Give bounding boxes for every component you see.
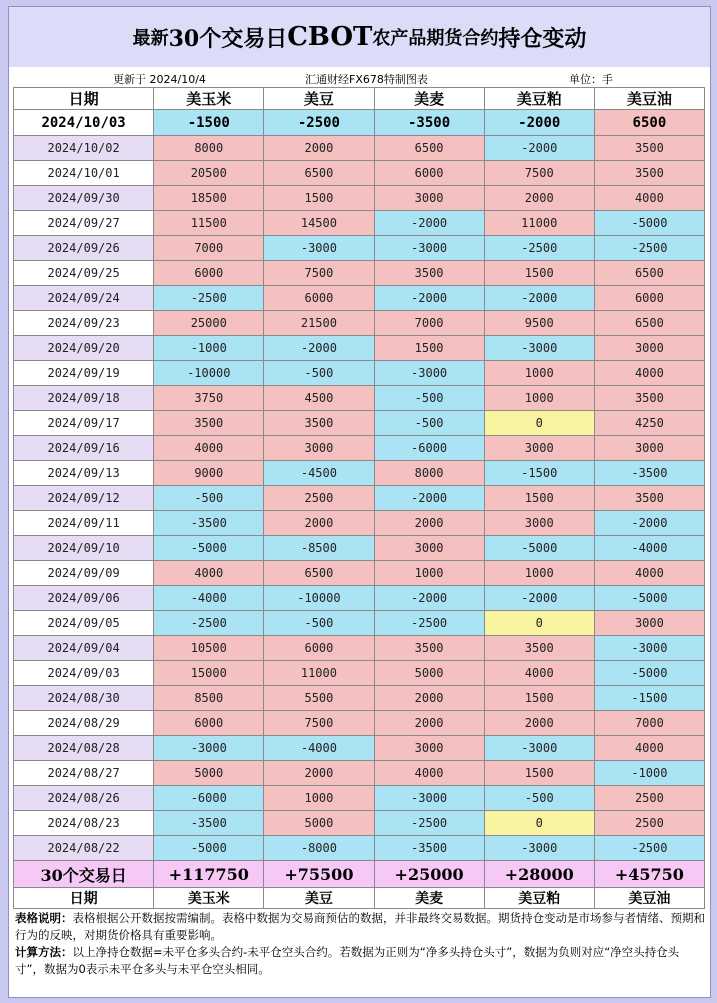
value-cell: -3000 xyxy=(484,336,594,361)
value-cell: 5000 xyxy=(154,761,264,786)
summary-row xyxy=(14,861,705,888)
table-row xyxy=(14,261,705,286)
date-cell: 2024/08/28 xyxy=(14,736,154,761)
value-cell: 2000 xyxy=(484,186,594,211)
summary-value: +25000 xyxy=(374,861,484,888)
value-cell: 2000 xyxy=(264,511,374,536)
value-cell: 6000 xyxy=(264,636,374,661)
value-cell: 4500 xyxy=(264,386,374,411)
value-cell: 6500 xyxy=(594,261,704,286)
value-cell: 1500 xyxy=(484,261,594,286)
value-cell: 2500 xyxy=(594,786,704,811)
value-cell: -3000 xyxy=(374,361,484,386)
summary-label: 30个交易日 xyxy=(14,861,154,888)
value-cell: -2000 xyxy=(484,136,594,161)
date-cell: 2024/09/30 xyxy=(14,186,154,211)
notes-description xyxy=(15,910,705,944)
table-row xyxy=(14,636,705,661)
column-header: 美豆油 xyxy=(594,88,704,110)
report-frame xyxy=(8,6,711,998)
value-cell: -5000 xyxy=(154,836,264,861)
date-cell: 2024/09/18 xyxy=(14,386,154,411)
table-row xyxy=(14,186,705,211)
date-cell: 2024/10/01 xyxy=(14,161,154,186)
value-cell: 4000 xyxy=(154,561,264,586)
notes-label-1: 表格说明： xyxy=(15,911,73,925)
date-cell: 2024/09/16 xyxy=(14,436,154,461)
table-row xyxy=(14,711,705,736)
date-cell: 2024/09/10 xyxy=(14,536,154,561)
value-cell: 3500 xyxy=(484,636,594,661)
column-header: 美玉米 xyxy=(154,88,264,110)
value-cell: -5000 xyxy=(154,536,264,561)
value-cell: -4500 xyxy=(264,461,374,486)
value-cell: 9500 xyxy=(484,311,594,336)
value-cell: -5000 xyxy=(484,536,594,561)
value-cell: -5000 xyxy=(594,586,704,611)
column-header: 美豆粕 xyxy=(484,88,594,110)
column-footer: 美玉米 xyxy=(154,888,264,909)
date-cell: 2024/09/27 xyxy=(14,211,154,236)
value-cell: 14500 xyxy=(264,211,374,236)
value-cell: 20500 xyxy=(154,161,264,186)
value-cell: -2500 xyxy=(154,611,264,636)
value-cell: -500 xyxy=(484,786,594,811)
value-cell: -10000 xyxy=(154,361,264,386)
value-cell: 21500 xyxy=(264,311,374,336)
value-cell: 4000 xyxy=(154,436,264,461)
value-cell: 3500 xyxy=(594,386,704,411)
date-cell: 2024/08/29 xyxy=(14,711,154,736)
value-cell: 3500 xyxy=(374,261,484,286)
summary-value: +45750 xyxy=(594,861,704,888)
table-header-row xyxy=(14,88,705,110)
value-cell: 3500 xyxy=(594,136,704,161)
value-cell: 10500 xyxy=(154,636,264,661)
date-cell: 2024/08/26 xyxy=(14,786,154,811)
table-row xyxy=(14,161,705,186)
table-row xyxy=(14,686,705,711)
summary-value: +117750 xyxy=(154,861,264,888)
unit-label: 单位：手 xyxy=(569,73,613,86)
date-cell: 2024/09/09 xyxy=(14,561,154,586)
value-cell: 6500 xyxy=(374,136,484,161)
value-cell: -3000 xyxy=(484,836,594,861)
value-cell: -3500 xyxy=(154,811,264,836)
value-cell: -3000 xyxy=(154,736,264,761)
title-part-5: 持仓变动 xyxy=(498,25,587,52)
value-cell: 3750 xyxy=(154,386,264,411)
column-header: 美麦 xyxy=(374,88,484,110)
value-cell: 11000 xyxy=(484,211,594,236)
value-cell: -2000 xyxy=(374,586,484,611)
value-cell: 1000 xyxy=(484,561,594,586)
value-cell: -500 xyxy=(374,411,484,436)
table-row xyxy=(14,761,705,786)
date-cell: 2024/09/12 xyxy=(14,486,154,511)
value-cell: -2000 xyxy=(374,486,484,511)
value-cell: 6500 xyxy=(264,561,374,586)
value-cell: 0 xyxy=(484,811,594,836)
column-footer: 美麦 xyxy=(374,888,484,909)
notes-text-2: 以上净持仓数据=未平仓多头合约-未平仓空头合约。若数据为正则为“净多头持仓头寸”，数据为负则对应“净空头持仓头寸”，数据为0表示未平仓多头与未平仓空头相同。 xyxy=(15,945,680,976)
value-cell: -4000 xyxy=(154,586,264,611)
notes-method xyxy=(15,944,705,978)
column-header: 日期 xyxy=(14,88,154,110)
updated-date: 更新于 2024/10/4 xyxy=(113,73,206,86)
value-cell: 3500 xyxy=(594,486,704,511)
title-part-3: CBOT xyxy=(287,22,373,52)
value-cell: 7000 xyxy=(154,236,264,261)
value-cell: 5500 xyxy=(264,686,374,711)
table-row xyxy=(14,736,705,761)
value-cell: 1500 xyxy=(374,336,484,361)
value-cell: 1000 xyxy=(264,786,374,811)
value-cell: 3000 xyxy=(264,436,374,461)
value-cell: 5000 xyxy=(264,811,374,836)
table-row xyxy=(14,436,705,461)
title-part-2: 30个交易日 xyxy=(168,25,288,52)
page-title xyxy=(9,7,710,67)
value-cell: 1000 xyxy=(484,386,594,411)
value-cell: 3000 xyxy=(594,336,704,361)
date-cell: 2024/08/30 xyxy=(14,686,154,711)
value-cell: -3500 xyxy=(154,511,264,536)
value-cell: 2000 xyxy=(484,711,594,736)
date-cell: 2024/09/04 xyxy=(14,636,154,661)
value-cell: 6000 xyxy=(154,261,264,286)
value-cell: 25000 xyxy=(154,311,264,336)
table-row xyxy=(14,336,705,361)
title-part-1: 最新 xyxy=(132,28,169,49)
value-cell: -2000 xyxy=(594,511,704,536)
summary-value: +28000 xyxy=(484,861,594,888)
value-cell: 1500 xyxy=(484,686,594,711)
column-header: 美豆 xyxy=(264,88,374,110)
date-cell: 2024/10/03 xyxy=(14,110,154,136)
table-row xyxy=(14,786,705,811)
value-cell: 4000 xyxy=(594,736,704,761)
value-cell: 1000 xyxy=(484,361,594,386)
date-cell: 2024/10/02 xyxy=(14,136,154,161)
value-cell: 7000 xyxy=(594,711,704,736)
value-cell: 6000 xyxy=(264,286,374,311)
table-row xyxy=(14,561,705,586)
source-label: 汇通财经FX678特制图表 xyxy=(305,73,428,86)
value-cell: 4000 xyxy=(374,761,484,786)
table-row xyxy=(14,511,705,536)
table-row xyxy=(14,136,705,161)
table-row xyxy=(14,236,705,261)
value-cell: 3000 xyxy=(374,536,484,561)
value-cell: 1500 xyxy=(484,761,594,786)
value-cell: 3000 xyxy=(594,436,704,461)
date-cell: 2024/09/13 xyxy=(14,461,154,486)
value-cell: 7000 xyxy=(374,311,484,336)
value-cell: 8000 xyxy=(154,136,264,161)
meta-bar xyxy=(9,69,710,87)
date-cell: 2024/09/26 xyxy=(14,236,154,261)
value-cell: -2000 xyxy=(484,286,594,311)
value-cell: 3500 xyxy=(154,411,264,436)
value-cell: 9000 xyxy=(154,461,264,486)
value-cell: -2500 xyxy=(374,811,484,836)
value-cell: 4000 xyxy=(594,361,704,386)
date-cell: 2024/09/03 xyxy=(14,661,154,686)
summary-value: +75500 xyxy=(264,861,374,888)
value-cell: -1500 xyxy=(484,461,594,486)
column-footer: 美豆油 xyxy=(594,888,704,909)
value-cell: 4000 xyxy=(484,661,594,686)
value-cell: 5000 xyxy=(374,661,484,686)
column-footer: 日期 xyxy=(14,888,154,909)
value-cell: 6000 xyxy=(374,161,484,186)
value-cell: 4250 xyxy=(594,411,704,436)
value-cell: 11000 xyxy=(264,661,374,686)
value-cell: 3000 xyxy=(594,611,704,636)
value-cell: -4000 xyxy=(264,736,374,761)
value-cell: -2000 xyxy=(374,286,484,311)
date-cell: 2024/08/27 xyxy=(14,761,154,786)
value-cell: 7500 xyxy=(264,261,374,286)
value-cell: 3500 xyxy=(594,161,704,186)
value-cell: -3500 xyxy=(594,461,704,486)
date-cell: 2024/09/05 xyxy=(14,611,154,636)
value-cell: 0 xyxy=(484,611,594,636)
value-cell: 3000 xyxy=(374,186,484,211)
value-cell: 6000 xyxy=(594,286,704,311)
value-cell: 2000 xyxy=(374,511,484,536)
value-cell: -5000 xyxy=(594,661,704,686)
date-cell: 2024/09/19 xyxy=(14,361,154,386)
value-cell: 8000 xyxy=(374,461,484,486)
column-footer: 美豆 xyxy=(264,888,374,909)
date-cell: 2024/09/25 xyxy=(14,261,154,286)
value-cell: 6500 xyxy=(594,110,704,136)
value-cell: -3500 xyxy=(374,836,484,861)
value-cell: -1500 xyxy=(154,110,264,136)
value-cell: -3500 xyxy=(374,110,484,136)
positions-table xyxy=(13,87,705,909)
value-cell: -2500 xyxy=(594,236,704,261)
date-cell: 2024/08/23 xyxy=(14,811,154,836)
value-cell: 2500 xyxy=(264,486,374,511)
table-row xyxy=(14,836,705,861)
table-row xyxy=(14,536,705,561)
column-footer: 美豆粕 xyxy=(484,888,594,909)
table-row xyxy=(14,461,705,486)
value-cell: -6000 xyxy=(154,786,264,811)
value-cell: 1500 xyxy=(484,486,594,511)
value-cell: 3500 xyxy=(264,411,374,436)
value-cell: 6500 xyxy=(264,161,374,186)
value-cell: -2500 xyxy=(264,110,374,136)
value-cell: -8000 xyxy=(264,836,374,861)
date-cell: 2024/09/23 xyxy=(14,311,154,336)
value-cell: 2000 xyxy=(374,711,484,736)
value-cell: -500 xyxy=(374,386,484,411)
value-cell: 7500 xyxy=(264,711,374,736)
notes-section xyxy=(15,910,705,978)
table-row xyxy=(14,386,705,411)
value-cell: -1500 xyxy=(594,686,704,711)
value-cell: -2000 xyxy=(484,110,594,136)
value-cell: 6500 xyxy=(594,311,704,336)
value-cell: -2500 xyxy=(594,836,704,861)
value-cell: -8500 xyxy=(264,536,374,561)
value-cell: -3000 xyxy=(374,786,484,811)
value-cell: -1000 xyxy=(594,761,704,786)
value-cell: 2000 xyxy=(264,136,374,161)
notes-text-1: 表格根据公开数据按需编制。表格中数据为交易商预估的数据，并非最终交易数据。期货持仓变动是市场参与者情绪、预期和行为的反映，对期货价格具有重要影响。 xyxy=(15,911,705,942)
value-cell: -500 xyxy=(264,611,374,636)
value-cell: 3000 xyxy=(484,436,594,461)
value-cell: -500 xyxy=(264,361,374,386)
value-cell: -1000 xyxy=(154,336,264,361)
table-row xyxy=(14,361,705,386)
value-cell: -2000 xyxy=(374,211,484,236)
value-cell: 4000 xyxy=(594,561,704,586)
value-cell: -6000 xyxy=(374,436,484,461)
value-cell: -4000 xyxy=(594,536,704,561)
value-cell: 8500 xyxy=(154,686,264,711)
table-row xyxy=(14,110,705,136)
date-cell: 2024/09/11 xyxy=(14,511,154,536)
value-cell: 2000 xyxy=(374,686,484,711)
value-cell: -3000 xyxy=(594,636,704,661)
date-cell: 2024/08/22 xyxy=(14,836,154,861)
date-cell: 2024/09/06 xyxy=(14,586,154,611)
value-cell: -3000 xyxy=(374,236,484,261)
value-cell: 0 xyxy=(484,411,594,436)
table-row xyxy=(14,411,705,436)
value-cell: 3000 xyxy=(484,511,594,536)
value-cell: 11500 xyxy=(154,211,264,236)
title-part-4: 农产品期货合约 xyxy=(372,28,499,49)
value-cell: -500 xyxy=(154,486,264,511)
value-cell: -2500 xyxy=(484,236,594,261)
value-cell: -3000 xyxy=(484,736,594,761)
value-cell: 7500 xyxy=(484,161,594,186)
table-row xyxy=(14,611,705,636)
table-row xyxy=(14,311,705,336)
table-row xyxy=(14,486,705,511)
value-cell: 3000 xyxy=(374,736,484,761)
value-cell: 2500 xyxy=(594,811,704,836)
date-cell: 2024/09/17 xyxy=(14,411,154,436)
value-cell: -10000 xyxy=(264,586,374,611)
date-cell: 2024/09/20 xyxy=(14,336,154,361)
value-cell: 2000 xyxy=(264,761,374,786)
table-row xyxy=(14,586,705,611)
value-cell: -2000 xyxy=(484,586,594,611)
table-row xyxy=(14,211,705,236)
date-cell: 2024/09/24 xyxy=(14,286,154,311)
table-row xyxy=(14,661,705,686)
value-cell: -2000 xyxy=(264,336,374,361)
value-cell: -2500 xyxy=(154,286,264,311)
table-row xyxy=(14,286,705,311)
table-footer-row xyxy=(14,888,705,909)
value-cell: 1500 xyxy=(264,186,374,211)
value-cell: 18500 xyxy=(154,186,264,211)
value-cell: 15000 xyxy=(154,661,264,686)
value-cell: 3500 xyxy=(374,636,484,661)
value-cell: -3000 xyxy=(264,236,374,261)
value-cell: 6000 xyxy=(154,711,264,736)
value-cell: 1000 xyxy=(374,561,484,586)
value-cell: -5000 xyxy=(594,211,704,236)
value-cell: -2500 xyxy=(374,611,484,636)
value-cell: 4000 xyxy=(594,186,704,211)
notes-label-2: 计算方法： xyxy=(15,945,73,959)
table-row xyxy=(14,811,705,836)
